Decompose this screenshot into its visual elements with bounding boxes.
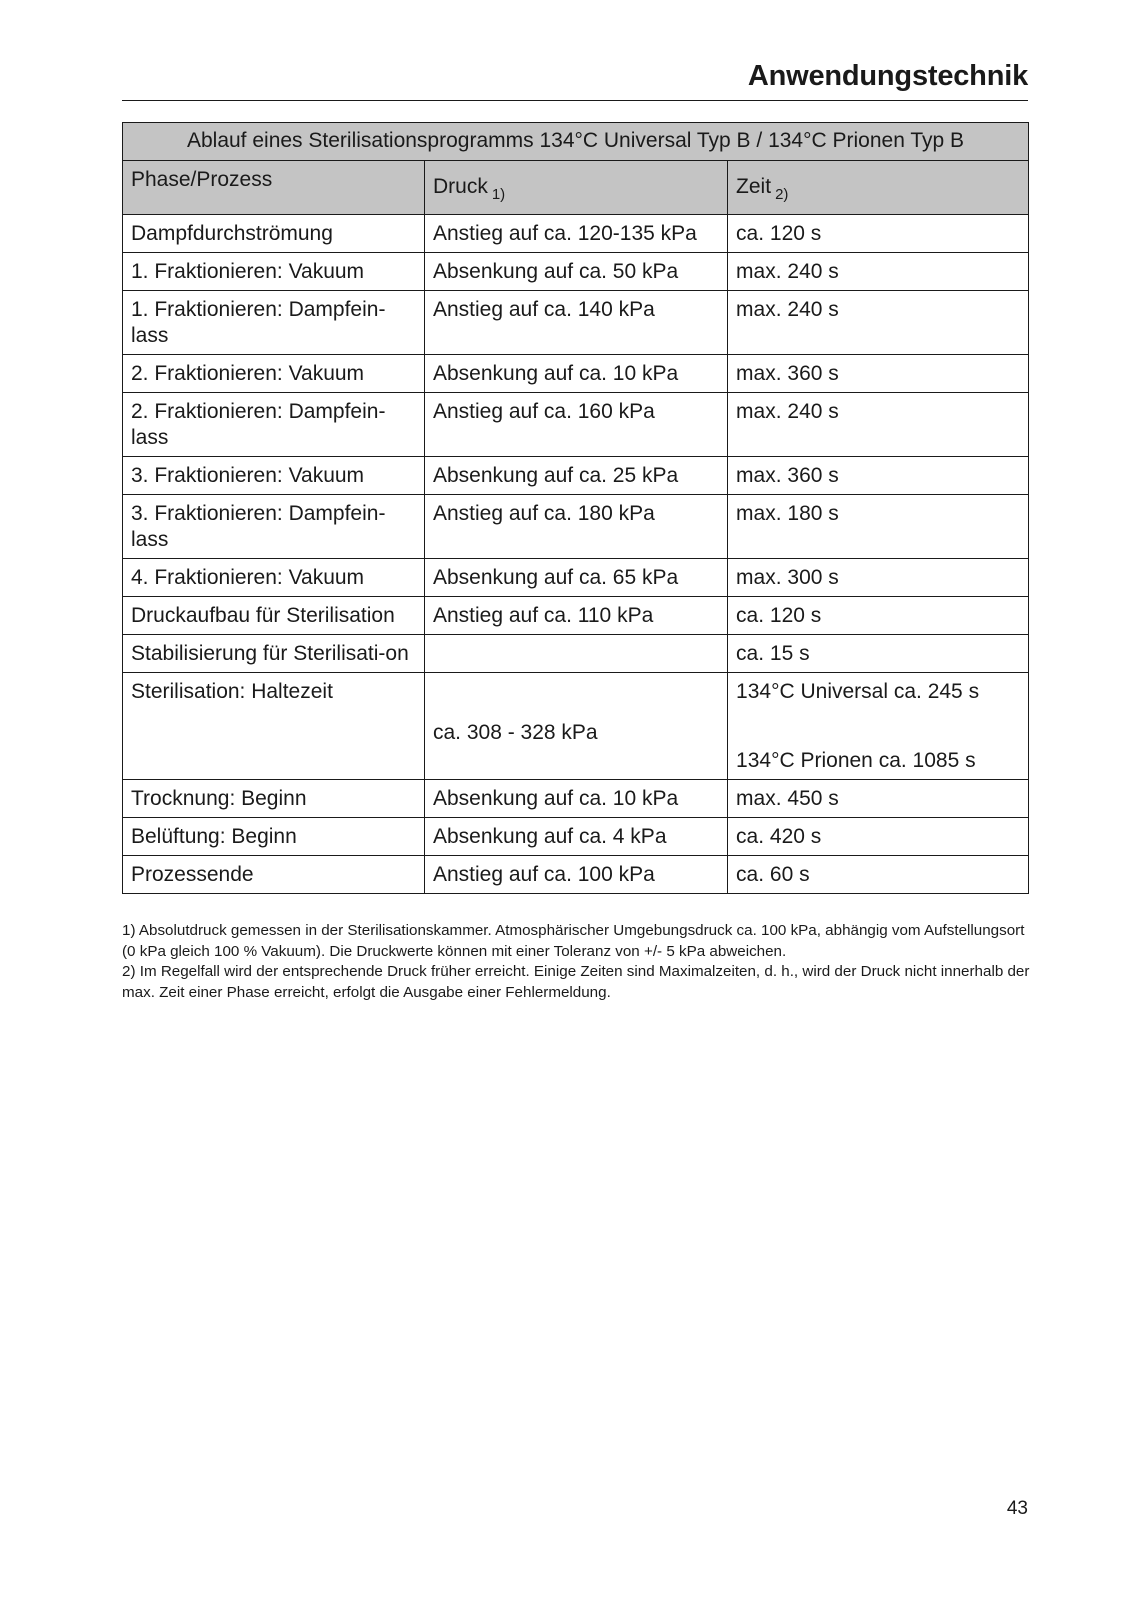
zeit-cell: max. 300 s (728, 559, 1029, 597)
footnote-ref-1: 1) (491, 186, 506, 203)
druck-cell: Anstieg auf ca. 140 kPa (425, 291, 728, 355)
table-row (123, 457, 1029, 495)
druck-cell: Absenkung auf ca. 10 kPa (425, 780, 728, 818)
zeit-cell: max. 450 s (728, 780, 1029, 818)
phase-cell: 4. Fraktionieren: Vakuum (123, 559, 425, 597)
zeit-cell: ca. 120 s (728, 215, 1029, 253)
column-header-zeit: Zeit $_{2)}$ (728, 161, 1029, 215)
table-caption: Ablauf eines Sterilisationsprogramms 134°C Universal Typ B / 134°C Prionen Typ B (123, 123, 1029, 161)
druck-cell: Absenkung auf ca. 4 kPa (425, 818, 728, 856)
phase-cell: Druckaufbau für Sterilisation (123, 597, 425, 635)
phase-cell: 1. Fraktionieren: Dampfein-lass (123, 291, 425, 355)
table-row (123, 780, 1029, 818)
druck-cell (425, 635, 728, 673)
druck-cell: Absenkung auf ca. 25 kPa (425, 457, 728, 495)
page-header (122, 58, 1028, 101)
table-caption-row (123, 123, 1029, 161)
table-row (123, 291, 1029, 355)
phase-cell: 2. Fraktionieren: Vakuum (123, 355, 425, 393)
phase-cell: Dampfdurchströmung (123, 215, 425, 253)
table-row (123, 673, 1029, 780)
druck-cell: Absenkung auf ca. 10 kPa (425, 355, 728, 393)
table-row (123, 635, 1029, 673)
page-title: Anwendungstechnik (747, 60, 1028, 92)
table-header-row (123, 161, 1029, 215)
hold-time-universal: 134°C Universal ca. 245 s (736, 680, 980, 703)
phase-cell: Belüftung: Beginn (123, 818, 425, 856)
page-number: 43 (1006, 1498, 1028, 1519)
table-row (123, 215, 1029, 253)
druck-cell: Anstieg auf ca. 160 kPa (425, 393, 728, 457)
zeit-cell (728, 673, 1029, 780)
table-row (123, 393, 1029, 457)
table-row (123, 355, 1029, 393)
phase-cell: 1. Fraktionieren: Vakuum (123, 253, 425, 291)
column-header-phase: Phase/Prozess (123, 161, 425, 215)
zeit-cell: max. 240 s (728, 393, 1029, 457)
phase-cell: 2. Fraktionieren: Dampfein-lass (123, 393, 425, 457)
zeit-cell: ca. 120 s (728, 597, 1029, 635)
table-row (123, 559, 1029, 597)
footnote-ref-2: 2) (775, 186, 789, 203)
table-row (123, 856, 1029, 894)
zeit-cell: ca. 420 s (728, 818, 1029, 856)
zeit-cell: max. 240 s (728, 291, 1029, 355)
druck-cell: Anstieg auf ca. 180 kPa (425, 495, 728, 559)
table-row (123, 253, 1029, 291)
hold-time-prionen: 134°C Prionen ca. 1085 s (736, 749, 976, 772)
druck-cell: ca. 308 - 328 kPa (425, 673, 728, 780)
zeit-cell: max. 360 s (728, 457, 1029, 495)
hold-time-spacer (736, 705, 1020, 748)
zeit-cell: ca. 60 s (728, 856, 1029, 894)
column-header-druck: Druck $_{1)}$ (425, 161, 728, 215)
phase-cell: Stabilisierung für Sterilisati-on (123, 635, 425, 673)
druck-cell: Anstieg auf ca. 110 kPa (425, 597, 728, 635)
phase-cell: 3. Fraktionieren: Dampfein-lass (123, 495, 425, 559)
sterilization-program-table (122, 122, 1029, 894)
phase-cell: Trocknung: Beginn (123, 780, 425, 818)
druck-cell: Absenkung auf ca. 65 kPa (425, 559, 728, 597)
zeit-cell: max. 180 s (728, 495, 1029, 559)
phase-cell: Sterilisation: Haltezeit (123, 673, 425, 780)
zeit-cell: max. 360 s (728, 355, 1029, 393)
druck-cell: Anstieg auf ca. 100 kPa (425, 856, 728, 894)
table-row (123, 818, 1029, 856)
footnotes (122, 921, 1032, 1003)
table-row (123, 495, 1029, 559)
druck-cell: Absenkung auf ca. 50 kPa (425, 253, 728, 291)
table-row (123, 597, 1029, 635)
zeit-cell: max. 240 s (728, 253, 1029, 291)
druck-cell: Anstieg auf ca. 120-135 kPa (425, 215, 728, 253)
phase-cell: 3. Fraktionieren: Vakuum (123, 457, 425, 495)
footnote-1: 1) Absolutdruck gemessen in der Sterilisationskammer. Atmosphärischer Umgebungsdruck ca. 100 kPa, abhängig vom Aufstellungsort (0 kPa gleich 100 % Vakuum). Die Druckwerte können mit einer Toleranz von +/- 5 kPa abweichen. (122, 922, 1025, 960)
zeit-cell: ca. 15 s (728, 635, 1029, 673)
phase-cell: Prozessende (123, 856, 425, 894)
footnote-2: 2) Im Regelfall wird der entsprechende Druck früher erreicht. Einige Zeiten sind Maximalzeiten, d. h., wird der Druck nicht innerhalb der max. Zeit einer Phase erreicht, erfolgt die Ausgabe einer Fehlermeldung. (122, 963, 1030, 1001)
